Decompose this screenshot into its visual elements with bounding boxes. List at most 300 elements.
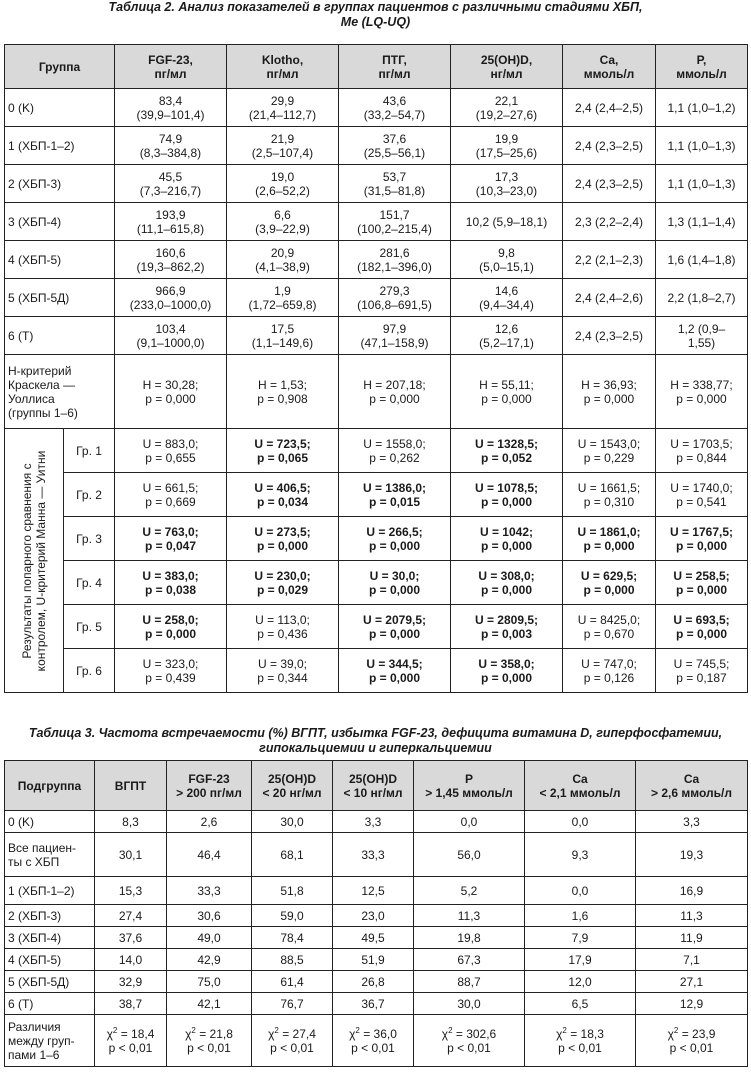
percent-cell: 30,6 — [167, 905, 252, 927]
cell-line: 1,1 (1,0–1,3) — [667, 138, 736, 153]
percent-cell: 0,0 — [525, 811, 636, 833]
table2-caption — [0, 0, 751, 30]
cell-line: U = 308,0; — [478, 568, 535, 583]
table-row — [5, 203, 748, 241]
percent-cell: 0,0 — [414, 811, 525, 833]
cell-line: p = 0,229 — [583, 450, 635, 465]
percent-cell: 14,0 — [95, 949, 167, 971]
label-line: 3 (ХБП-4) — [8, 930, 62, 945]
cell-line: p = 0,000 — [480, 538, 533, 553]
table3-header-cell — [525, 761, 636, 811]
cell-line: (100,2–215,4) — [357, 221, 432, 236]
chi-superscript: 2 — [673, 1025, 679, 1035]
label-line: 0 (K) — [8, 814, 35, 829]
chi-symbol: χ — [268, 1026, 275, 1041]
percent-cell: 46,4 — [167, 833, 252, 877]
cell-line: U = 1328,5; — [474, 436, 539, 451]
cell-line: U = 273,5; — [254, 524, 311, 539]
label-line: 1 (ХБП-1–2) — [8, 883, 75, 898]
cell-line: (3,9–22,9) — [255, 221, 310, 236]
cell-line: (11,1–615,8) — [136, 221, 205, 236]
table-row — [5, 241, 748, 279]
cell-line: 19,9 — [494, 131, 519, 146]
cell-line: (39,9–101,4) — [136, 107, 205, 122]
chi-square-cell — [333, 1015, 414, 1067]
cell-line: p = 0,003 — [480, 626, 533, 641]
header-line: > 1,45 ммоль/л — [425, 785, 513, 800]
mann-cell — [451, 561, 563, 605]
cell-line: U = 1042; — [479, 524, 534, 539]
mann-whitney-label — [5, 429, 64, 693]
table3-caption — [0, 726, 751, 756]
cell-line: 2,2 (1,8–2,7) — [667, 290, 736, 305]
label-line: Различия — [8, 1019, 61, 1034]
cell-line: (47,1–158,9) — [360, 335, 429, 350]
percent-cell: 49,0 — [167, 927, 252, 949]
cell-line: 966,9 — [155, 283, 186, 298]
chi-square-cell — [525, 1015, 636, 1067]
header-line: пг/мл — [154, 66, 187, 81]
percent-cell: 16,9 — [636, 877, 748, 905]
data-cell — [339, 165, 451, 203]
percent-cell: 42,1 — [167, 993, 252, 1015]
data-cell — [563, 203, 656, 241]
cell-line: (8,3–384,8) — [139, 145, 202, 160]
percent-cell: 30,0 — [252, 811, 333, 833]
cell-line: 1,3 (1,1–1,4) — [667, 214, 736, 229]
header-line: ммоль/л — [676, 66, 727, 81]
data-cell — [115, 317, 227, 355]
table2-header-cell — [5, 45, 115, 89]
cell-line: p = 0,541 — [676, 494, 727, 509]
label-line: 5 (ХБП-5Д) — [8, 974, 70, 989]
cell-line: H = 338,77; — [670, 377, 733, 392]
mann-cell — [339, 473, 451, 517]
data-cell — [451, 127, 563, 165]
mann-cell — [656, 429, 748, 473]
data-cell — [451, 279, 563, 317]
percent-cell: 2,6 — [167, 811, 252, 833]
cell-line: 2,4 (2,3–2,5) — [574, 176, 644, 191]
mann-row — [5, 429, 748, 473]
chi-square-cell — [95, 1015, 167, 1067]
percent-cell: 49,5 — [333, 927, 414, 949]
mann-cell — [451, 649, 563, 693]
percent-cell: 1,6 — [525, 905, 636, 927]
percent-cell: 3,3 — [636, 811, 748, 833]
data-cell — [656, 279, 748, 317]
cell-line: U = 406,5; — [254, 480, 311, 495]
cell-line: 2,2 (2,1–2,3) — [574, 252, 644, 267]
cell-line: (2,5–107,4) — [251, 145, 314, 160]
percent-cell: 27,1 — [636, 971, 748, 993]
data-cell — [563, 165, 656, 203]
cell-line: p = 0,436 — [257, 626, 308, 641]
cell-line: p = 0,000 — [369, 391, 420, 406]
cell-line: 97,9 — [382, 321, 407, 336]
cell-line: U = 661,5; — [142, 480, 199, 495]
label-line: (группы 1–6) — [8, 405, 78, 420]
header-line: < 2,1 ммоль/л — [539, 785, 621, 800]
cell-line: U = 2079,5; — [362, 612, 427, 627]
kruskal-cell — [656, 355, 748, 429]
percent-cell: 11,3 — [636, 905, 748, 927]
percent-cell: 7,9 — [525, 927, 636, 949]
cell-line: U = 258,5; — [673, 568, 730, 583]
cell-line: (17,5–25,6) — [475, 145, 538, 160]
cell-line: p = 0,000 — [583, 538, 635, 553]
kruskal-row — [5, 355, 748, 429]
data-cell — [339, 241, 451, 279]
table3-header-cell — [252, 761, 333, 811]
cell-line: p = 0,000 — [583, 582, 635, 597]
chi-superscript: 2 — [274, 1025, 279, 1035]
cell-line: 43,6 — [382, 93, 407, 108]
header-line: пг/мл — [266, 66, 299, 81]
table-row — [5, 971, 748, 993]
percent-cell: 30,1 — [95, 833, 167, 877]
table-row — [5, 317, 748, 355]
header-line: > 2,6 ммоль/л — [651, 785, 732, 800]
cell-line: p = 0,000 — [481, 391, 532, 406]
chi-symbol: χ — [441, 1026, 449, 1041]
chi-square-label — [5, 1015, 95, 1067]
label-line: 2 (ХБП-3) — [8, 908, 62, 923]
cell-line: p = 0,000 — [675, 538, 728, 553]
cell-line: 14,6 — [494, 283, 519, 298]
table2-header-cell — [656, 45, 748, 89]
cell-line: 1,1 (1,0–1,3) — [667, 176, 736, 191]
percent-cell: 23,0 — [333, 905, 414, 927]
percent-cell: 38,7 — [95, 993, 167, 1015]
header-line: ПТГ, — [382, 52, 407, 67]
chi-line — [417, 1027, 521, 1041]
cell-line: (19,2–27,6) — [475, 107, 538, 122]
data-cell — [115, 279, 227, 317]
percent-cell: 5,2 — [414, 877, 525, 905]
cell-line: U = 1861,0; — [577, 524, 641, 539]
table3 — [4, 760, 748, 1067]
cell-line: 10,2 (5,9–18,1) — [465, 214, 548, 229]
label-line: 6 (T) — [8, 996, 34, 1011]
mann-group-label: Гр. 5 — [64, 605, 115, 649]
cell-line: H = 30,28; — [142, 377, 199, 392]
percent-cell: 15,3 — [95, 877, 167, 905]
percent-cell: 30,0 — [414, 993, 525, 1015]
cell-line: p = 0,000 — [145, 391, 196, 406]
data-cell — [656, 127, 748, 165]
data-cell — [227, 165, 339, 203]
cell-line: p = 0,000 — [368, 582, 421, 597]
header-line: < 20 нг/мл — [262, 785, 322, 800]
percent-cell: 12,0 — [525, 971, 636, 993]
percent-cell: 75,0 — [167, 971, 252, 993]
mann-cell — [227, 605, 339, 649]
mann-cell — [227, 517, 339, 561]
percent-cell: 88,5 — [252, 949, 333, 971]
header-line: FGF-23, — [148, 52, 193, 67]
data-cell — [451, 89, 563, 127]
chi-superscript: 2 — [191, 1025, 196, 1035]
table-row — [5, 949, 748, 971]
percent-cell: 51,9 — [333, 949, 414, 971]
mann-group-label: Гр. 2 — [64, 473, 115, 517]
percent-cell: 59,0 — [252, 905, 333, 927]
chi-value: = 18,3 — [570, 1026, 604, 1041]
header-line: P — [464, 771, 473, 786]
mann-cell — [656, 605, 748, 649]
group-label: 3 (ХБП-4) — [5, 203, 115, 241]
cell-line: 12,6 — [494, 321, 519, 336]
data-cell — [115, 127, 227, 165]
cell-line: 2,4 (2,3–2,5) — [574, 328, 644, 343]
cell-line: U = 230,0; — [254, 568, 311, 583]
cell-line: p = 0,000 — [144, 626, 197, 641]
data-cell — [339, 127, 451, 165]
cell-line: p = 0,000 — [368, 626, 421, 641]
chi-value: = 23,9 — [681, 1026, 716, 1041]
chi-line — [639, 1027, 744, 1041]
mann-cell — [115, 649, 227, 693]
percent-cell: 17,9 — [525, 949, 636, 971]
table2-header-row — [5, 45, 748, 89]
header-line: Ca — [572, 771, 588, 786]
percent-cell: 76,7 — [252, 993, 333, 1015]
percent-cell: 33,3 — [167, 877, 252, 905]
mann-cell — [563, 429, 656, 473]
cell-line: 22,1 — [494, 93, 519, 108]
mann-cell — [339, 649, 451, 693]
mann-cell — [115, 517, 227, 561]
percent-cell: 67,3 — [414, 949, 525, 971]
data-cell — [563, 279, 656, 317]
cell-line: p = 0,262 — [369, 450, 420, 465]
cell-line: p = 0,029 — [256, 582, 309, 597]
kruskal-cell — [339, 355, 451, 429]
percent-cell: 9,3 — [525, 833, 636, 877]
cell-line: 281,6 — [379, 245, 410, 260]
percent-cell: 11,9 — [636, 927, 748, 949]
table3-header-cell — [167, 761, 252, 811]
data-cell — [115, 241, 227, 279]
cell-line: p = 0,669 — [145, 494, 196, 509]
kruskal-cell — [227, 355, 339, 429]
cell-line: (7,3–216,7) — [139, 183, 202, 198]
cell-line: H = 36,93; — [581, 377, 637, 392]
data-cell — [451, 241, 563, 279]
cell-line: H = 207,18; — [363, 377, 426, 392]
cell-line: p = 0,047 — [144, 538, 197, 553]
table-row — [5, 833, 748, 877]
header-line: Ca, — [599, 52, 619, 67]
cell-line: 1,55) — [687, 335, 716, 350]
mann-cell — [563, 649, 656, 693]
cell-line: (4,1–38,9) — [255, 259, 310, 274]
table3-caption-line2: гипокальциемии и гиперкальциемии — [259, 741, 492, 755]
cell-line: U = 266,5; — [366, 524, 423, 539]
cell-line: 2,3 (2,2–2,4) — [574, 214, 644, 229]
subgroup-label — [5, 993, 95, 1015]
group-label: 4 (ХБП-5) — [5, 241, 115, 279]
percent-cell: 12,5 — [333, 877, 414, 905]
cell-line: 17,3 — [494, 169, 519, 184]
label-line: 4 (ХБП-5) — [8, 952, 62, 967]
data-cell — [227, 279, 339, 317]
cell-line: 1,2 (0,9– — [677, 321, 726, 336]
cell-line: (21,4–112,7) — [248, 107, 317, 122]
mann-cell — [339, 561, 451, 605]
cell-line: (33,2–54,7) — [363, 107, 426, 122]
group-label: 6 (T) — [5, 317, 115, 355]
chi-value: = 302,6 — [455, 1026, 497, 1041]
table-row — [5, 127, 748, 165]
cell-line: (182,1–396,0) — [357, 259, 432, 274]
data-cell — [656, 317, 748, 355]
cell-line: (31,5–81,8) — [363, 183, 426, 198]
chi-line — [170, 1027, 248, 1041]
cell-line: 9,8 — [498, 245, 515, 260]
p-value: p < 0,01 — [447, 1040, 491, 1055]
p-value: p < 0,01 — [351, 1040, 395, 1055]
percent-cell: 19,8 — [414, 927, 525, 949]
mann-cell — [656, 561, 748, 605]
cell-line: U = 1661,5; — [577, 480, 641, 495]
cell-line: 103,4 — [155, 321, 186, 336]
data-cell — [563, 127, 656, 165]
cell-line: U = 745,5; — [673, 656, 730, 671]
chi-symbol: χ — [106, 1026, 113, 1041]
chi-square-row — [5, 1015, 748, 1067]
data-cell — [656, 165, 748, 203]
header-line: нг/мл — [490, 66, 523, 81]
p-value: p < 0,01 — [558, 1040, 602, 1055]
table-row — [5, 927, 748, 949]
cell-line: 74,9 — [158, 131, 183, 146]
kruskal-label — [5, 355, 115, 429]
cell-line: (5,2–17,1) — [479, 335, 534, 350]
label-line: Краскела — — [8, 377, 76, 392]
cell-line: p = 0,000 — [675, 626, 728, 641]
percent-cell: 61,4 — [252, 971, 333, 993]
chi-line — [528, 1027, 632, 1041]
label-line: пами 1–6 — [8, 1047, 60, 1062]
mann-cell — [339, 605, 451, 649]
header-line: ммоль/л — [583, 66, 635, 81]
data-cell — [227, 241, 339, 279]
cell-line: (9,1–1000,0) — [136, 335, 205, 350]
data-cell — [451, 165, 563, 203]
label-line: H-критерий — [8, 363, 72, 378]
cell-line: 6,6 — [274, 207, 291, 222]
chi-superscript: 2 — [562, 1025, 567, 1035]
data-cell — [227, 89, 339, 127]
cell-line: (2,6–52,2) — [255, 183, 310, 198]
p-value: p < 0,01 — [108, 1040, 153, 1055]
mann-cell — [656, 473, 748, 517]
label-line: ты с ХБП — [8, 854, 60, 869]
table2-header-cell — [115, 45, 227, 89]
cell-line: 1,1 (1,0–1,2) — [667, 100, 736, 115]
cell-line: 151,7 — [379, 207, 410, 222]
chi-line — [255, 1027, 329, 1041]
mann-row — [5, 561, 748, 605]
label-line: Все пациен- — [8, 840, 77, 855]
cell-line: 160,6 — [155, 245, 186, 260]
table-row — [5, 905, 748, 927]
cell-line: U = 383,0; — [142, 568, 199, 583]
chi-value: = 21,8 — [199, 1026, 233, 1041]
chi-value: = 36,0 — [363, 1026, 397, 1041]
mann-cell — [227, 649, 339, 693]
percent-cell: 56,0 — [414, 833, 525, 877]
data-cell — [339, 89, 451, 127]
data-cell — [115, 89, 227, 127]
p-value: p < 0,01 — [187, 1040, 231, 1055]
cell-line: 1,9 — [274, 283, 291, 298]
chi-square-cell — [636, 1015, 748, 1067]
data-cell — [563, 317, 656, 355]
mann-row — [5, 605, 748, 649]
kruskal-cell — [451, 355, 563, 429]
cell-line: U = 1740,0; — [670, 480, 733, 495]
cell-line: p = 0,000 — [256, 538, 309, 553]
cell-line: U = 1543,0; — [577, 436, 641, 451]
header-line: 25(OH)D, — [480, 52, 533, 67]
data-cell — [563, 89, 656, 127]
header-line: Ca — [683, 771, 700, 786]
cell-line: U = 1078,5; — [474, 480, 539, 495]
cell-line: U = 723,5; — [254, 436, 311, 451]
mann-cell — [656, 649, 748, 693]
mann-cell — [451, 605, 563, 649]
cell-line: 2,4 (2,4–2,6) — [574, 290, 644, 305]
chi-symbol: χ — [349, 1026, 356, 1041]
mann-row — [5, 473, 748, 517]
mann-row — [5, 649, 748, 693]
mann-group-label: Гр. 6 — [64, 649, 115, 693]
label-line: между груп- — [8, 1033, 75, 1048]
cell-line: 83,4 — [158, 93, 183, 108]
cell-line: 279,3 — [379, 283, 410, 298]
cell-line: p = 0,034 — [256, 494, 309, 509]
subgroup-label — [5, 905, 95, 927]
cell-line: (1,72–659,8) — [248, 297, 317, 312]
percent-cell: 78,4 — [252, 927, 333, 949]
cell-line: U = 1558,0; — [363, 436, 426, 451]
mann-cell — [115, 561, 227, 605]
chi-symbol: χ — [185, 1026, 192, 1041]
mann-cell — [115, 473, 227, 517]
cell-line: 1,6 (1,4–1,8) — [667, 252, 736, 267]
percent-cell: 27,4 — [95, 905, 167, 927]
cell-line: p = 0,000 — [368, 670, 421, 685]
mann-group-label: Гр. 3 — [64, 517, 115, 561]
table-row — [5, 89, 748, 127]
cell-line: 37,6 — [382, 131, 407, 146]
cell-line: U = 883,0; — [142, 436, 199, 451]
cell-line: 19,0 — [270, 169, 295, 184]
group-label: 0 (K) — [5, 89, 115, 127]
mann-cell — [115, 605, 227, 649]
chi-superscript: 2 — [112, 1025, 118, 1035]
group-label: 2 (ХБП-3) — [5, 165, 115, 203]
cell-line: H = 1,53; — [257, 377, 308, 392]
header-line: Группа — [38, 59, 81, 74]
header-line: пг/мл — [378, 66, 411, 81]
cell-line: U = 693,5; — [673, 612, 730, 627]
cell-line: p = 0,000 — [676, 391, 727, 406]
cell-line: U = 323,0; — [142, 656, 199, 671]
